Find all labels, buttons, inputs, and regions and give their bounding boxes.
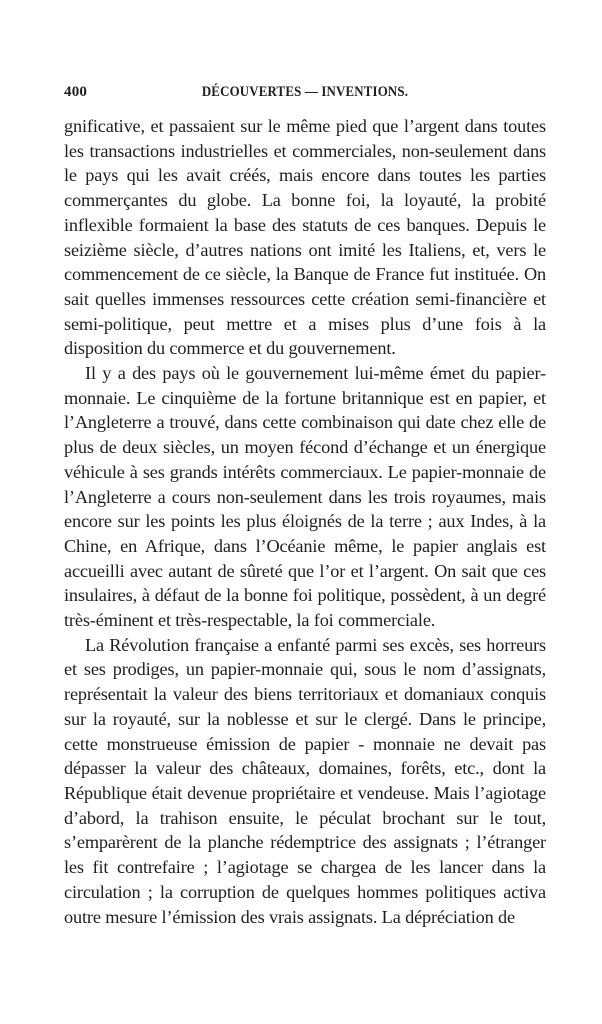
running-header bbox=[64, 84, 546, 104]
running-title: DÉCOUVERTES — INVENTIONS. bbox=[201, 84, 409, 100]
paragraph-2: Il y a des pays où le gouvernement lui-même émet du papier-monnaie. Le cinquième de la fortune britannique est en papier, et l’Angleterre a trouvé, dans cette combinaison qui date chez elle de plus de deux siècles, un moyen fécond d’échange et un énergique véhicule à ses grands intérêts commerciaux. Le papier-monnaie de l’Angleterre a cours non-seulement dans les trois royaumes, mais encore sur les points les plus éloignés de la terre ; aux Indes, à la Chine, en Afrique, dans l’Océanie même, le papier anglais est accueilli avec autant de sûreté que l’or et l’argent. On sait que ces insulaires, à défaut de la bonne foi politique, possèdent, à un degré très-éminent et très-respectable, la foi commerciale. bbox=[64, 363, 546, 631]
paragraph-1-continued: gnificative, et passaient sur le même pied que l’argent dans toutes les transactions industrielles et commerciales, non-seulement dans le pays qui les avait créés, mais encore dans toutes les parties commerçantes du globe. La bonne foi, la loyauté, la probité inflexible formaient la base des statuts de ces banques. Depuis le seizième siècle, d’autres nations ont imité les Italiens, et, vers le commencement de ce siècle, la Banque de France fut instituée. On sait quelles immenses ressources cette création semi-financière et semi-politique, peut mettre et a mises plus d’une fois à la disposition du commerce et du gouvernement. bbox=[64, 116, 546, 359]
paragraph-3: La Révolution française a enfanté parmi ses excès, ses horreurs et ses prodiges, un papier-monnaie qui, sous le nom d’assignats, représentait la valeur des biens territoriaux et domaniaux conquis sur la royauté, sur la noblesse et sur le clergé. Dans le principe, cette monstrueuse émission de papier - monnaie ne devait pas dépasser la valeur des châteaux, domaines, forêts, etc., dont la République était devenue propriétaire et vendeuse. Mais l’agiotage d’abord, la trahison ensuite, le péculat brochant sur le tout, s’emparèrent de la planche rédemptrice des assignats ; l’étranger les fit contrefaire ; l’agiotage se chargea de les lancer dans la circulation ; la corruption de quelques hommes politiques activa outre mesure l’émission des vrais assignats. La dépréciation de bbox=[64, 634, 546, 927]
page-number: 400 bbox=[64, 84, 88, 100]
body-text bbox=[64, 114, 546, 929]
